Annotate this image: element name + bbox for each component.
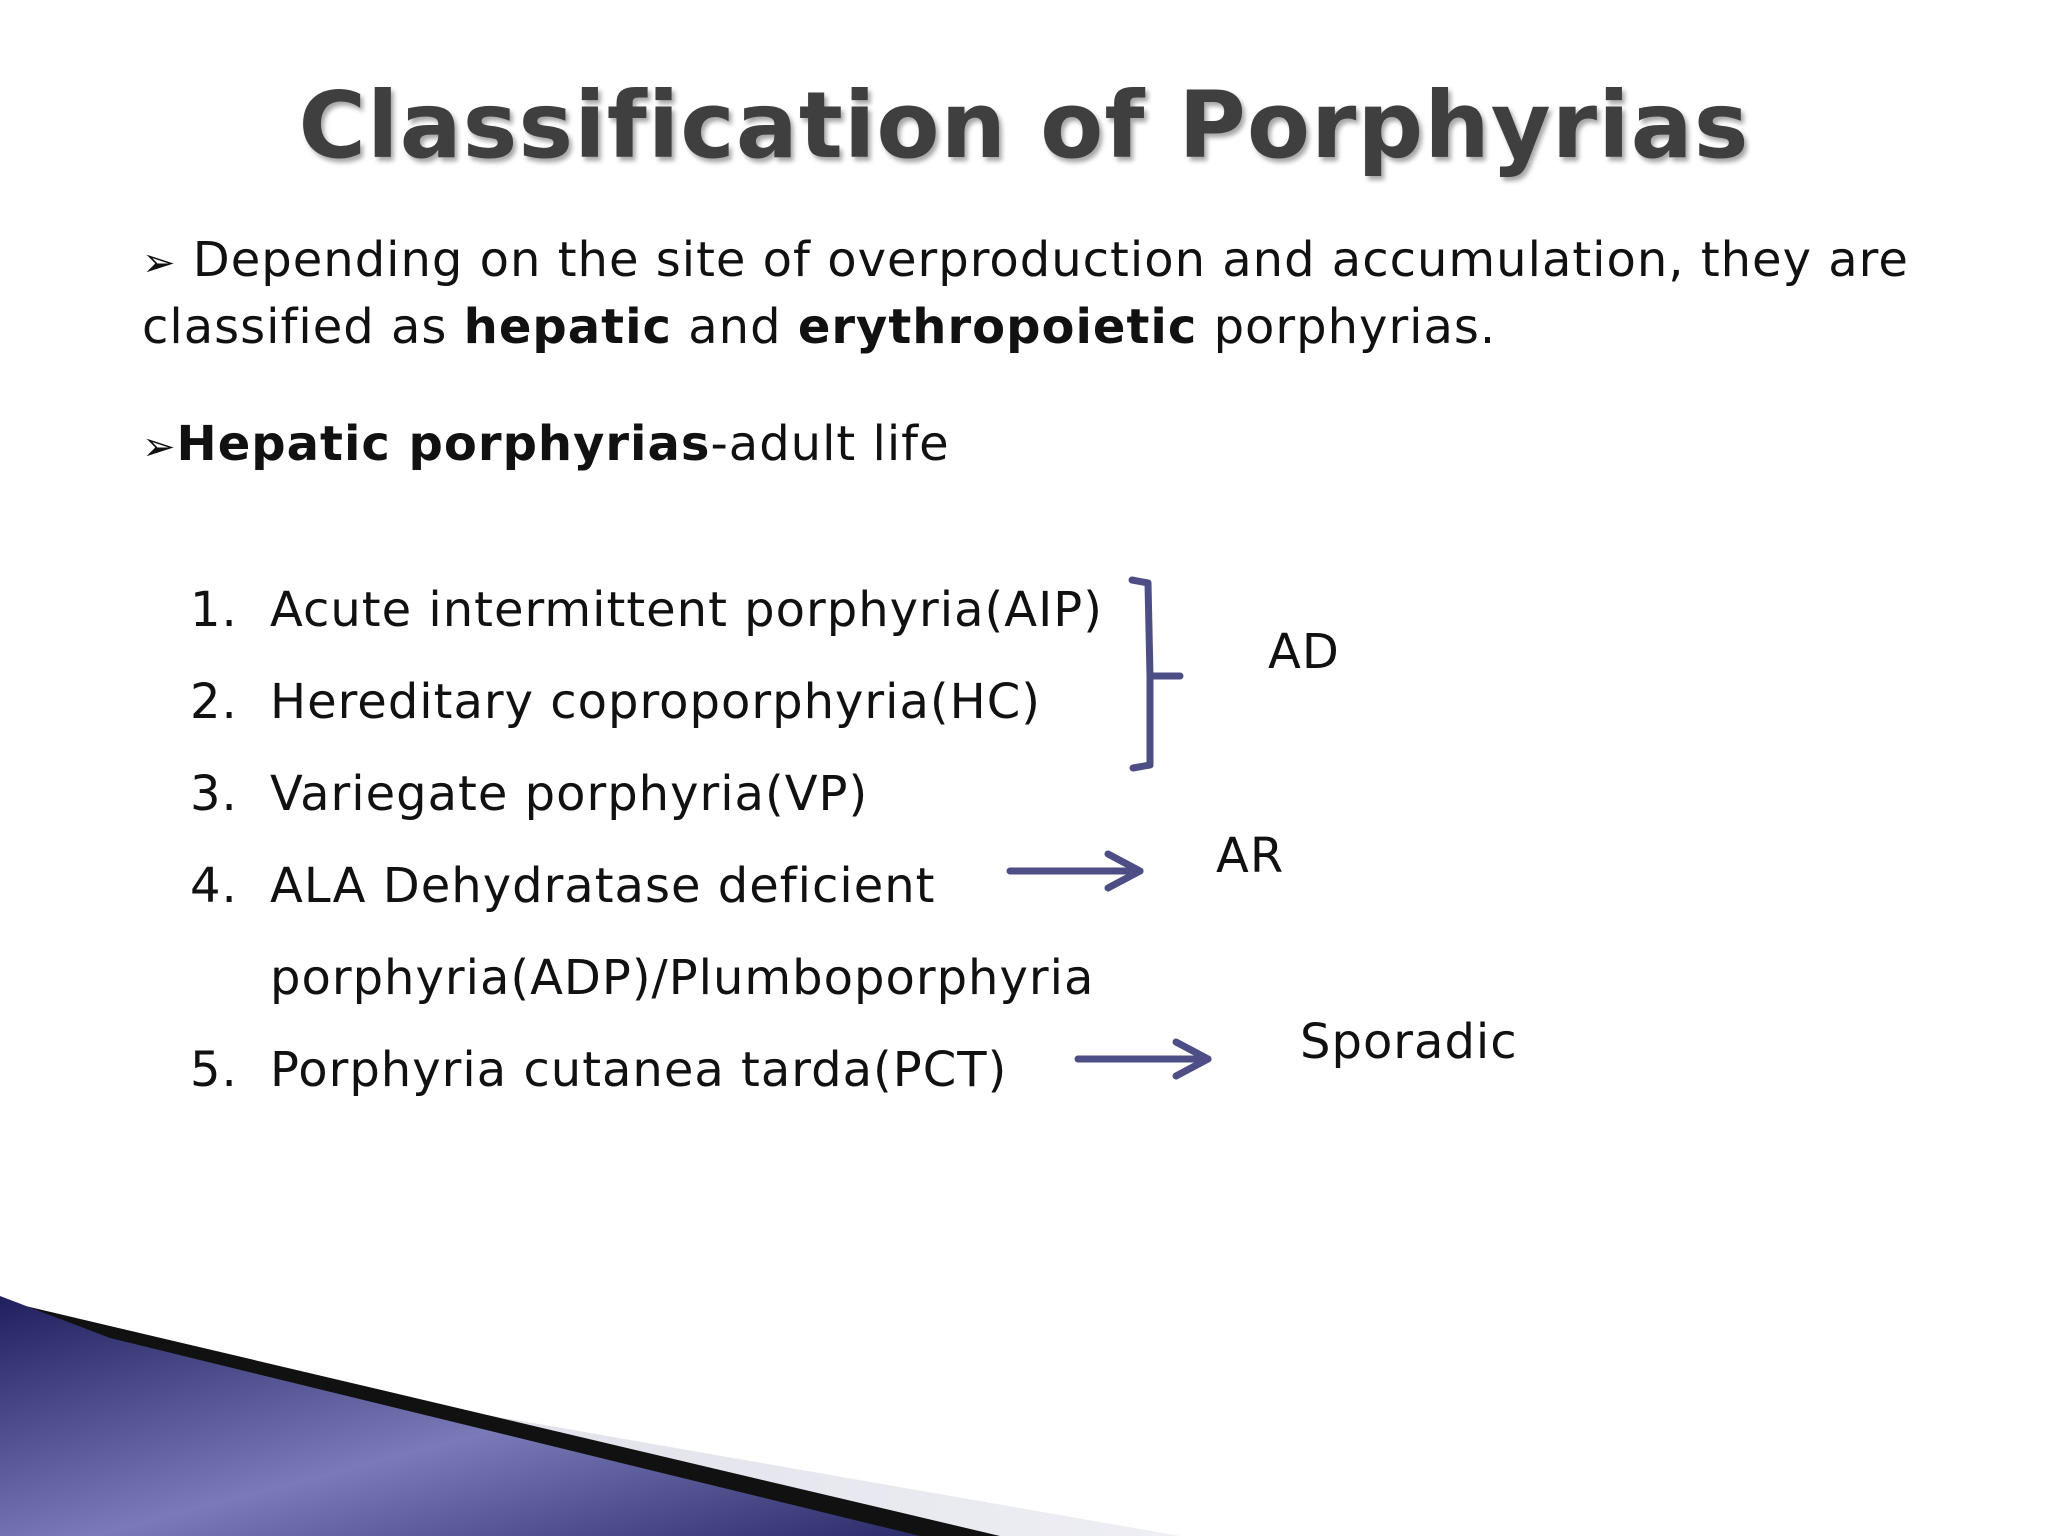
arrow-right-icon (1010, 854, 1140, 888)
slide-title: Classification of Porphyrias (298, 72, 1750, 179)
list-text: Variegate porphyria(VP) (270, 766, 869, 822)
intro-bold-hepatic: hepatic (463, 299, 672, 355)
arrow-bullet-icon: ➢ (142, 240, 177, 286)
list-text: porphyria(ADP)/Plumboporphyria (270, 950, 1095, 1006)
label-ar: AR (1216, 828, 1285, 884)
list-number: 2. (190, 674, 238, 730)
list-text: Porphyria cutanea tarda(PCT) (270, 1042, 1008, 1098)
intro-text-3: porphyrias. (1197, 299, 1497, 355)
decorative-corner-band (0, 1296, 1180, 1536)
intro-text-2: and (672, 299, 798, 355)
label-ad: AD (1268, 624, 1340, 680)
intro-text-1: Depending on the site of overproduction and accumulation, they are classified as (142, 232, 1909, 355)
list-text: ALA Dehydratase deficient (270, 858, 936, 914)
list-text: Acute intermittent porphyria(AIP) (270, 582, 1103, 638)
list-number: 1. (190, 582, 238, 638)
hepatic-heading-suffix: -adult life (710, 416, 950, 472)
list-text: Hereditary coproporphyria(HC) (270, 674, 1041, 730)
intro-bold-erythropoietic: erythropoietic (797, 299, 1198, 355)
list-number: 5. (190, 1042, 238, 1098)
hepatic-heading-bold: Hepatic porphyrias (176, 416, 711, 472)
list-number: 4. (190, 858, 238, 914)
bracket-icon (1132, 580, 1180, 768)
arrow-right-icon (1078, 1042, 1208, 1076)
list-number: 3. (190, 766, 238, 822)
label-sporadic: Sporadic (1300, 1014, 1518, 1070)
arrow-bullet-icon: ➢ (142, 424, 177, 470)
